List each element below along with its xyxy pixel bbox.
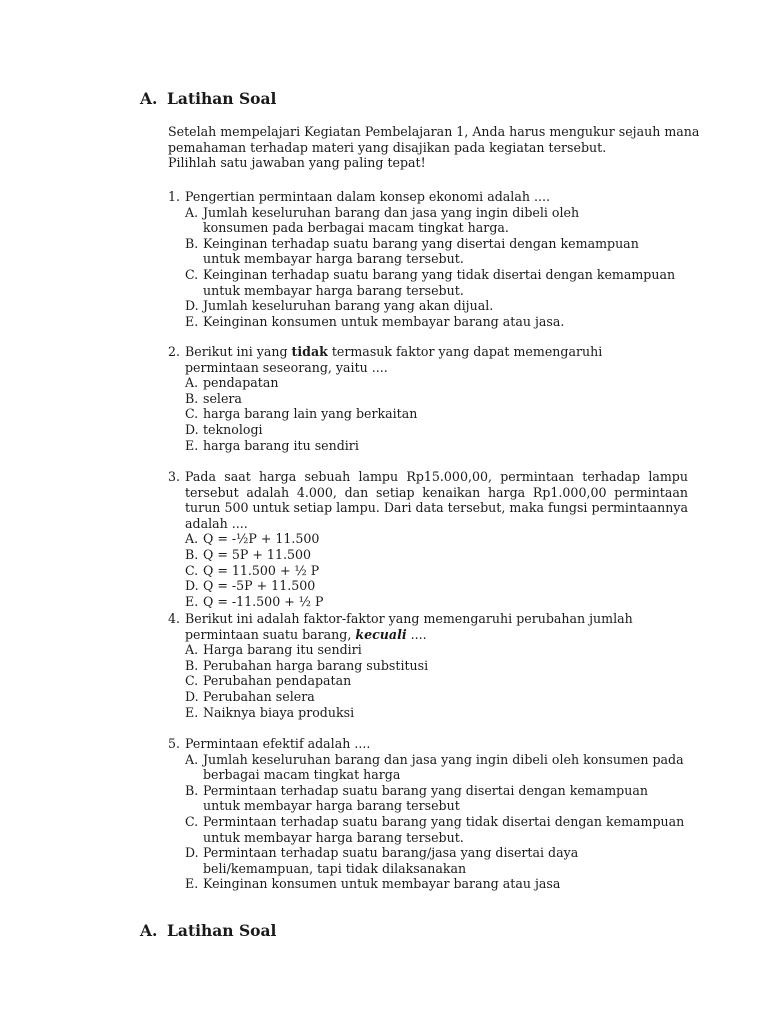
question-text — [185, 611, 688, 642]
option-e — [185, 594, 688, 610]
option-text: Perubahan harga barang substitusi — [203, 657, 429, 673]
question-text: Pada saat harga sebuah lampu Rp15.000,00, permintaan terhadap lampu tersebut adalah 4.000, dan setiap kenaikan harga Rp1.000,00 permintaan turun 500 untuk setiap lampu. Dari data tersebut, maka fungsi permintaannya adalah .... — [185, 469, 688, 531]
option-d — [185, 578, 688, 594]
question-text: Pengertian permintaan dalam konsep ekonomi adalah .... — [185, 189, 550, 204]
question-text-part: Berikut ini yang — [185, 344, 292, 359]
option-b — [185, 391, 688, 407]
option-text: Permintaan terhadap suatu barang yang tidak disertai dengan kemampuan untuk membayar harga barang tersebut. — [203, 813, 685, 845]
option-letter: B. — [185, 657, 199, 673]
option-c — [185, 814, 688, 845]
option-list — [185, 375, 688, 453]
option-b — [185, 783, 688, 814]
option-c — [185, 406, 688, 422]
question-5 — [168, 736, 688, 892]
option-text: Q = 11.500 + ½ P — [203, 562, 320, 578]
option-d — [185, 298, 688, 314]
question-number: 1. — [168, 189, 181, 204]
question-2 — [168, 344, 688, 453]
option-text: Jumlah keseluruhan barang dan jasa yang ingin dibeli oleh konsumen pada berbagai macam tingkat harga. — [203, 204, 580, 236]
option-text: Perubahan selera — [203, 688, 315, 704]
option-text: harga barang lain yang berkaitan — [203, 406, 418, 422]
question-text-part: termasuk faktor yang dapat memengaruhi permintaan seseorang, yaitu .... — [185, 344, 603, 375]
option-letter: C. — [185, 266, 199, 282]
option-letter: C. — [185, 406, 199, 422]
option-d — [185, 845, 688, 876]
section-heading-top — [140, 89, 276, 108]
option-letter: A. — [185, 642, 199, 658]
intro-paragraph — [168, 124, 728, 171]
option-letter: D. — [185, 421, 199, 437]
option-a — [185, 642, 688, 658]
option-letter: C. — [185, 562, 199, 578]
option-c — [185, 673, 688, 689]
question-text: Permintaan efektif adalah .... — [185, 736, 371, 751]
option-e — [185, 876, 688, 892]
question-text-part: .... — [406, 626, 427, 642]
option-d — [185, 689, 688, 705]
option-b — [185, 547, 688, 563]
option-letter: B. — [185, 546, 199, 562]
option-text: pendapatan — [203, 375, 279, 391]
question-4 — [168, 611, 688, 720]
section-title: Latihan Soal — [167, 921, 277, 940]
option-letter: B. — [185, 782, 199, 798]
option-text: Naiknya biaya produksi — [203, 704, 355, 720]
option-letter: B. — [185, 235, 199, 251]
intro-line-1: Setelah mempelajari Kegiatan Pembelajaran 1, Anda harus mengukur sejauh mana — [168, 124, 700, 139]
option-letter: E. — [185, 437, 199, 453]
option-letter: E. — [185, 876, 199, 892]
option-list — [185, 642, 688, 720]
option-text: teknologi — [203, 421, 263, 437]
option-letter: D. — [185, 845, 199, 861]
option-letter: A. — [185, 531, 199, 547]
question-1 — [168, 189, 688, 329]
option-letter: E. — [185, 704, 199, 720]
option-text: Keinginan konsumen untuk membayar barang atau jasa. — [203, 313, 565, 329]
option-text: Keinginan terhadap suatu barang yang tidak disertai dengan kemampuan untuk membayar harga barang tersebut. — [203, 266, 676, 298]
option-text: Q = -11.500 + ½ P — [203, 593, 324, 609]
option-text: Keinginan konsumen untuk membayar barang atau jasa — [203, 876, 561, 892]
option-text: Jumlah keseluruhan barang yang akan dijual. — [203, 298, 494, 314]
option-a — [185, 531, 688, 547]
option-letter: A. — [185, 204, 199, 220]
option-text: Permintaan terhadap suatu barang yang disertai dengan kemampuan untuk membayar harga barang tersebut — [203, 782, 648, 814]
question-text — [185, 344, 688, 375]
option-letter: D. — [185, 298, 199, 314]
question-3 — [168, 469, 688, 609]
option-list — [185, 531, 688, 609]
option-list — [185, 205, 688, 330]
option-text: harga barang itu sendiri — [203, 437, 359, 453]
option-letter: E. — [185, 593, 199, 609]
question-text-part: Berikut ini adalah faktor-faktor yang memengaruhi perubahan jumlah permintaan suatu barang, — [185, 611, 633, 642]
option-letter: D. — [185, 688, 199, 704]
option-text: Keinginan terhadap suatu barang yang disertai dengan kemampuan untuk membayar harga barang tersebut. — [203, 235, 639, 267]
option-letter: E. — [185, 313, 199, 329]
option-a — [185, 205, 688, 236]
option-e — [185, 438, 688, 454]
option-list — [185, 752, 688, 892]
option-a — [185, 752, 688, 783]
section-heading-bottom — [140, 921, 276, 940]
option-c — [185, 563, 688, 579]
question-number: 2. — [168, 344, 181, 359]
option-text: Q = -5P + 11.500 — [203, 578, 316, 594]
emphasis-word: kecuali — [355, 626, 407, 642]
option-c — [185, 267, 688, 298]
emphasis-word: tidak — [291, 344, 328, 359]
option-e — [185, 705, 688, 721]
option-letter: C. — [185, 673, 199, 689]
section-title: Latihan Soal — [167, 89, 277, 108]
intro-line-2: pemahaman terhadap materi yang disajikan pada kegiatan tersebut. — [168, 139, 607, 155]
option-letter: B. — [185, 390, 199, 406]
option-d — [185, 422, 688, 438]
option-letter: A. — [185, 375, 199, 391]
option-text: selera — [203, 390, 242, 406]
section-number: A. — [140, 921, 158, 940]
question-number: 5. — [168, 736, 181, 751]
option-b — [185, 658, 688, 674]
option-b — [185, 236, 688, 267]
section-number: A. — [140, 89, 158, 108]
option-text: Harga barang itu sendiri — [203, 642, 362, 658]
option-letter: C. — [185, 813, 199, 829]
option-a — [185, 375, 688, 391]
question-number: 3. — [168, 469, 181, 484]
option-text: Permintaan terhadap suatu barang/jasa yang disertai daya beli/kemampuan, tapi tidak dilaksanakan — [203, 845, 579, 876]
option-text: Q = 5P + 11.500 — [203, 546, 311, 562]
option-text: Q = -½P + 11.500 — [203, 531, 320, 547]
option-letter: A. — [185, 751, 199, 767]
option-e — [185, 314, 688, 330]
question-number: 4. — [168, 611, 181, 626]
intro-line-3: Pilihlah satu jawaban yang paling tepat! — [168, 155, 426, 170]
option-text: Jumlah keseluruhan barang dan jasa yang ingin dibeli oleh konsumen pada berbagai macam tingkat harga — [203, 751, 684, 783]
option-text: Perubahan pendapatan — [203, 673, 352, 689]
option-letter: D. — [185, 578, 199, 594]
